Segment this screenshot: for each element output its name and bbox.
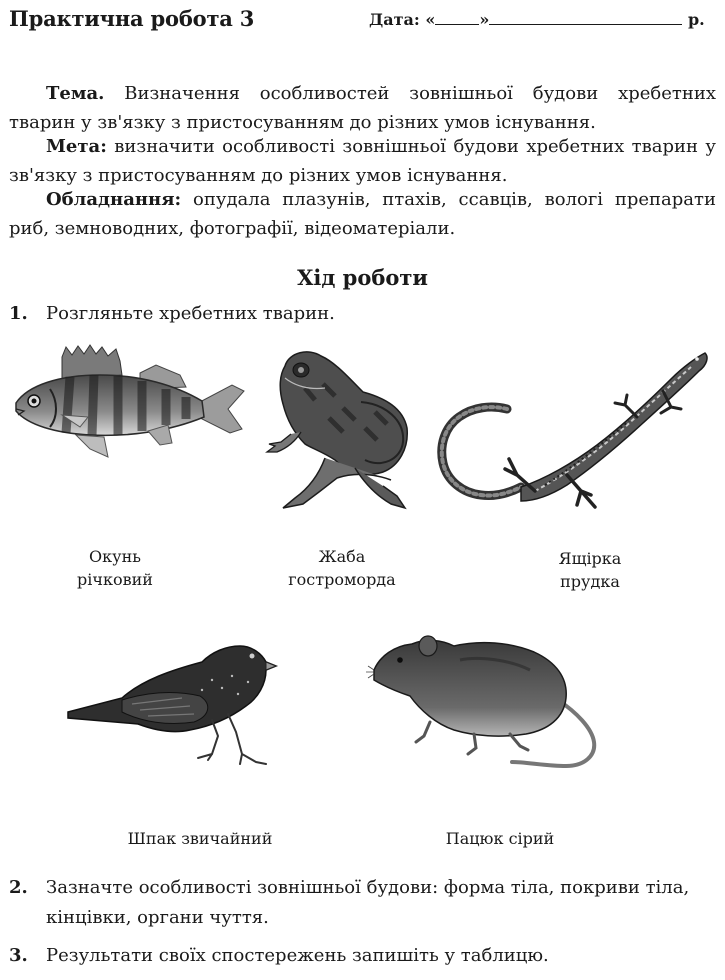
- date-month-blank[interactable]: [489, 10, 682, 25]
- caption-line: Жаба: [318, 547, 366, 566]
- caption-line: річковий: [77, 570, 153, 589]
- step-1: [9, 299, 716, 329]
- topic-text: Визначення особливостей зовнішньої будови хребетних тварин у зв'язку з пристосуванням до різних умов існування.: [9, 83, 716, 133]
- topic-label: Тема.: [46, 83, 105, 104]
- section-heading: Хід роботи: [297, 265, 428, 290]
- date-label: Дата: «: [369, 10, 436, 29]
- date-field: [369, 10, 705, 29]
- lizard-icon: [435, 345, 710, 513]
- bird-caption: Шпак звичайний: [127, 829, 273, 848]
- step-text: Результати своїх спостережень запишіть у таблицю.: [46, 945, 549, 966]
- date-year-suffix: р.: [687, 10, 705, 29]
- step-number: 2.: [9, 877, 28, 898]
- caption-line: гостроморда: [288, 570, 396, 589]
- step-number: 1.: [9, 303, 28, 324]
- caption-line: прудка: [560, 572, 620, 591]
- date-day-blank[interactable]: [435, 10, 479, 25]
- bird-icon: [62, 640, 282, 780]
- step-2: [9, 873, 716, 933]
- caption-line: Окунь: [89, 547, 141, 566]
- step-text: Розгляньте хребетних тварин.: [46, 303, 335, 324]
- caption-line: Ящірка: [558, 549, 622, 568]
- rat-icon: [370, 630, 605, 772]
- goal-label: Мета:: [46, 136, 107, 157]
- goal-text: визначити особливості зовнішньої будови хребетних тварин у зв'язку з пристосуванням до різних умов існування.: [9, 136, 716, 186]
- goal-paragraph: [9, 133, 716, 190]
- fish-icon: [10, 345, 250, 470]
- frog-caption: [252, 545, 432, 591]
- page-title: Практична робота 3: [9, 6, 255, 31]
- frog-icon: [265, 348, 415, 516]
- step-number: 3.: [9, 945, 28, 966]
- equipment-paragraph: [9, 186, 716, 243]
- date-mid: »: [479, 10, 490, 29]
- rat-caption: Пацюк сірий: [445, 829, 555, 848]
- fish-caption: [25, 545, 205, 591]
- equipment-label: Обладнання:: [46, 189, 182, 210]
- step-text: Зазначте особливості зовнішньої будови: форма тіла, покриви тіла, кінцівки, органи чуття.: [46, 877, 690, 928]
- topic-paragraph: [9, 80, 716, 137]
- equipment-text: опудала плазунів, птахів, ссавців, вологі препарати риб, земноводних, фотографії, відеоматеріали.: [9, 189, 716, 239]
- step-3: [9, 941, 716, 971]
- lizard-caption: [500, 547, 680, 593]
